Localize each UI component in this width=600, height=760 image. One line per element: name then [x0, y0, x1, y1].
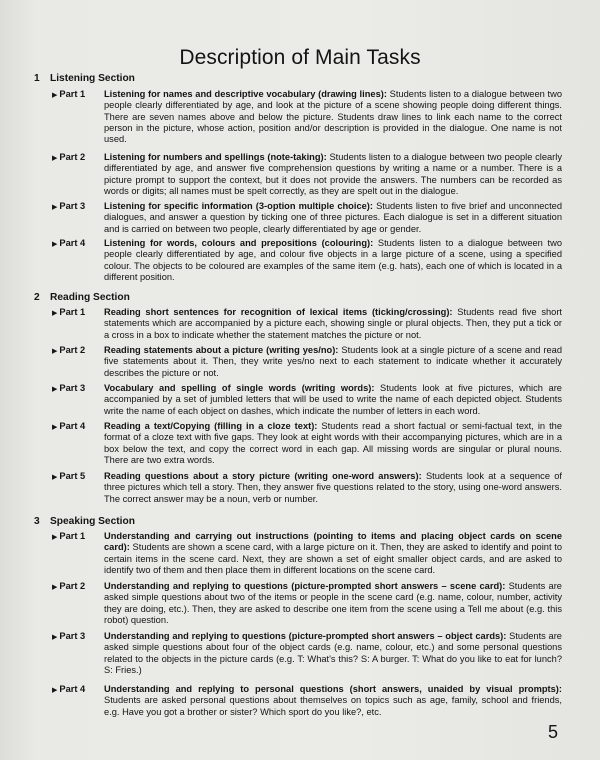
- part-description: Students listen to a dialogue between two people clearly differentiated by age, and look at the picture of a scene showing people doing different things. There are seven names above and below the picture. Students draw lines to link each name to the correct person in the picture, whose action, position and/or description is provided in the dialogue. One name is not used.: [104, 89, 562, 145]
- part-label: Part 2: [59, 345, 86, 355]
- reading-part-2: [52, 345, 562, 379]
- part-description: Students are asked personal questions about themselves on topics such as age, family, school and friends, e.g. Have you got a brother or sister? Which sport do you like?, etc.: [104, 695, 562, 717]
- speaking-part-3: [52, 631, 562, 676]
- triangle-bullet-icon: ▶: [52, 687, 58, 694]
- triangle-bullet-icon: ▶: [52, 310, 58, 317]
- section-number: 3: [34, 516, 40, 527]
- section-title: Speaking Section: [50, 516, 135, 527]
- triangle-bullet-icon: ▶: [52, 241, 58, 248]
- triangle-bullet-icon: ▶: [52, 424, 58, 431]
- section-heading-listening: [34, 73, 135, 84]
- speaking-part-1: [52, 531, 562, 576]
- part-description: Students look at a single picture of a scene and read five statements about it. Then, they write yes/no next to each statement to indicate whether it accurately describes the picture or not.: [104, 345, 563, 378]
- part-heading: Reading a text/Copying (filling in a cloze text):: [104, 421, 318, 431]
- reading-part-4: [52, 421, 562, 466]
- part-label: Part 1: [59, 307, 86, 317]
- part-description: Students listen to a dialogue between two people clearly differentiated by age, and colour five objects in a large picture of a scene, using a specified colour. The objects to be coloured are examples of the same item (e.g. hats), each one of which is located in a different position.: [104, 238, 562, 282]
- triangle-bullet-icon: ▶: [52, 634, 58, 641]
- part-label: Part 3: [59, 201, 86, 211]
- triangle-bullet-icon: ▶: [52, 155, 58, 162]
- part-heading: Reading short sentences for recognition of lexical items (ticking/crossing):: [104, 307, 453, 317]
- part-label: Part 2: [59, 152, 86, 162]
- reading-part-1: [52, 307, 562, 341]
- part-description: Students look at five pictures, which are accompanied by a set of jumbled letters that will be used to write the name of each depicted object. Students write the name of each object on dashes, which indicate the number of letters in each word.: [104, 383, 562, 416]
- triangle-bullet-icon: ▶: [52, 534, 58, 541]
- reading-part-3: [52, 383, 562, 417]
- part-label: Part 4: [59, 684, 86, 694]
- part-heading: Reading statements about a picture (writing yes/no):: [104, 345, 339, 355]
- triangle-bullet-icon: ▶: [52, 92, 58, 99]
- part-description: Students are shown a scene card, with a large picture on it. Then, they are asked to identify and point to certain items in the scene card. Next, they are shown a set of eight smaller object cards, and are asked to identify two of them and then place them in different locations on the scene card.: [104, 542, 562, 575]
- listening-part-4: [52, 238, 562, 283]
- part-label: Part 5: [59, 471, 86, 481]
- part-description: Students read five short statements which are accompanied by a picture each, showing single or plural objects. Then, they put a tick or a cross in a box to indicate whether the statement matches the picture or not.: [104, 307, 562, 340]
- listening-part-2: [52, 152, 562, 197]
- part-description: Students read a short factual or semi-factual text, in the format of a cloze text with five gaps. They look at eight words with their accompanying pictures, which are in a box below the text, and copy the correct word in each gap. All missing words are singular or plural nouns. There are two extra words.: [104, 421, 562, 465]
- section-title: Reading Section: [50, 292, 130, 303]
- part-heading: Understanding and replying to questions (picture-prompted short answers – scene card):: [104, 581, 506, 591]
- section-heading-speaking: [34, 516, 135, 527]
- speaking-part-4: [52, 684, 562, 718]
- part-heading: Understanding and replying to questions (picture-prompted short answers – object cards):: [104, 631, 507, 641]
- part-label: Part 1: [59, 89, 86, 99]
- part-heading: Listening for words, colours and prepositions (colouring):: [104, 238, 374, 248]
- part-heading: Listening for names and descriptive vocabulary (drawing lines):: [104, 89, 387, 99]
- part-label: Part 1: [59, 531, 86, 541]
- part-heading: Understanding and carrying out instructions (pointing to items and placing object cards on scene card):: [104, 531, 562, 553]
- section-title: Listening Section: [50, 73, 135, 84]
- part-heading: Reading questions about a story picture (writing one-word answers):: [104, 471, 422, 481]
- section-heading-reading: [34, 292, 130, 303]
- triangle-bullet-icon: ▶: [52, 584, 58, 591]
- part-label: Part 3: [59, 631, 86, 641]
- triangle-bullet-icon: ▶: [52, 474, 58, 481]
- part-description: Students look at a sequence of three pictures which tell a story. Then, they answer five questions related to the story, using one-word answers. The correct answer may be a noun, verb or number.: [104, 471, 563, 504]
- part-description: Students are asked simple questions about four of the object cards (e.g. name, colour, etc.) and some personal questions related to the objects in the picture cards (e.g. T: What's this? S: A burger. T: What do you like to eat for lunch? S: Fries.): [104, 631, 562, 675]
- listening-part-3: [52, 201, 562, 235]
- section-number: 1: [34, 73, 40, 84]
- part-description: Students listen to five brief and unconnected dialogues, and answer a question by ticking one of three pictures. Each dialogue is set in a different situation and is carried on between two people, clearly differentiated by age or gender.: [104, 201, 562, 234]
- part-heading: Listening for specific information (3-option multiple choice):: [104, 201, 373, 211]
- reading-part-5: [52, 471, 562, 505]
- triangle-bullet-icon: ▶: [52, 348, 58, 355]
- listening-part-1: [52, 89, 562, 145]
- part-description: Students are asked simple questions about two of the items or people in the scene card (e.g. name, colour, number, activity they are doing, etc.). Then, they are asked to describe one item from the scene using a Tell me about (e.g. this robot) question.: [104, 581, 562, 625]
- triangle-bullet-icon: ▶: [52, 386, 58, 393]
- part-heading: Understanding and replying to personal questions (short answers, unaided by visual prompts):: [104, 684, 562, 694]
- triangle-bullet-icon: ▶: [52, 204, 58, 211]
- part-heading: Listening for numbers and spellings (note-taking):: [104, 152, 327, 162]
- speaking-part-2: [52, 581, 562, 626]
- section-number: 2: [34, 292, 40, 303]
- part-label: Part 4: [59, 421, 86, 431]
- part-label: Part 2: [59, 581, 86, 591]
- page-number: 5: [547, 722, 558, 742]
- part-label: Part 3: [59, 383, 86, 393]
- part-description: Students listen to a dialogue between two people clearly differentiated by age, and answer five comprehension questions by writing a name or a number. There is a picture prompt to support the context, but it does not provide the answers. The numbers can be recorded as words or digits; all names must be spelt correctly, as they are spelt out in the dialogue.: [104, 152, 562, 196]
- part-heading: Vocabulary and spelling of single words (writing words):: [104, 383, 375, 393]
- page-title: Description of Main Tasks: [179, 46, 421, 69]
- part-label: Part 4: [59, 238, 86, 248]
